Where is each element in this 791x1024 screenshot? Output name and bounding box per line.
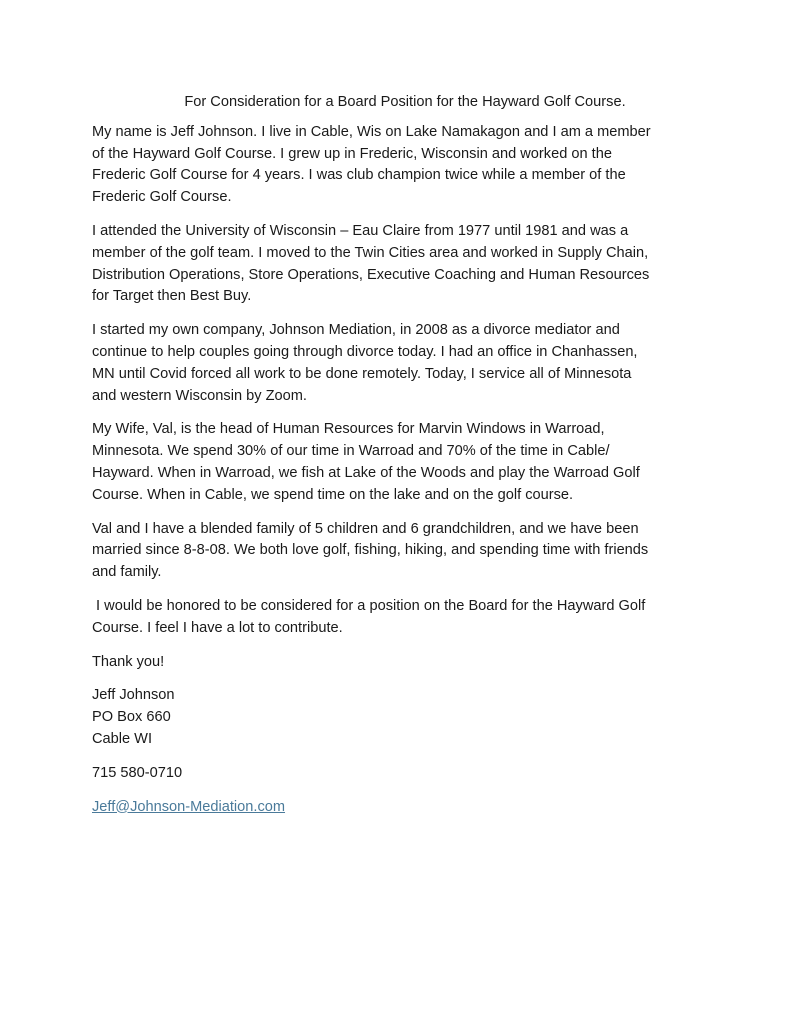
signature-address-line2: Cable WI bbox=[92, 730, 153, 747]
paragraph-line: MN until Covid forced all work to be done remotely. Today, I service all of Minnesota bbox=[92, 365, 632, 382]
paragraph-education-career bbox=[92, 221, 732, 308]
paragraph-line: I would be honored to be considered for a position on the Board for the Hayward Golf bbox=[92, 597, 646, 614]
paragraph-line: I attended the University of Wisconsin – Eau Claire from 1977 until 1981 and was a bbox=[92, 222, 629, 239]
paragraph-line: continue to help couples going through divorce today. I had an office in Chanhassen, bbox=[92, 343, 638, 360]
email-link[interactable]: Jeff@Johnson-Mediation.com bbox=[92, 798, 286, 815]
paragraph-line: married since 8-8-08. We both love golf, fishing, hiking, and spending time with friends bbox=[92, 542, 649, 559]
signature-address-line1: PO Box 660 bbox=[92, 709, 171, 726]
letter-page bbox=[92, 92, 732, 830]
paragraph-line: Hayward. When in Warroad, we fish at Lake of the Woods and play the Warroad Golf bbox=[92, 464, 640, 481]
paragraph-intro bbox=[92, 122, 732, 209]
paragraph-line: Course. When in Cable, we spend time on the lake and on the golf course. bbox=[92, 486, 574, 503]
paragraph-line: Distribution Operations, Store Operations, Executive Coaching and Human Resources bbox=[92, 266, 650, 283]
paragraph-thanks bbox=[92, 652, 732, 674]
paragraph-company bbox=[92, 320, 732, 407]
paragraph-line: and family. bbox=[92, 564, 162, 581]
paragraph-line: for Target then Best Buy. bbox=[92, 288, 252, 305]
phone-block bbox=[92, 763, 732, 785]
paragraph-line: Frederic Golf Course. bbox=[92, 189, 232, 206]
paragraph-line: member of the golf team. I moved to the Twin Cities area and worked in Supply Chain, bbox=[92, 244, 649, 261]
signature-name: Jeff Johnson bbox=[92, 687, 175, 704]
paragraph-line: I started my own company, Johnson Mediation, in 2008 as a divorce mediator and bbox=[92, 322, 620, 339]
paragraph-line: My name is Jeff Johnson. I live in Cable, Wis on Lake Namakagon and I am a member bbox=[92, 123, 651, 140]
paragraph-honored bbox=[92, 596, 732, 640]
paragraph-wife bbox=[92, 419, 732, 506]
phone-number: 715 580-0710 bbox=[92, 764, 183, 781]
paragraph-line: My Wife, Val, is the head of Human Resources for Marvin Windows in Warroad, bbox=[92, 421, 605, 438]
paragraph-line: of the Hayward Golf Course. I grew up in Frederic, Wisconsin and worked on the bbox=[92, 145, 612, 162]
paragraph-line: and western Wisconsin by Zoom. bbox=[92, 387, 307, 404]
thank-you-text: Thank you! bbox=[92, 653, 165, 670]
email-block bbox=[92, 797, 732, 819]
signature-block bbox=[92, 685, 732, 750]
letter-title: For Consideration for a Board Position for the Hayward Golf Course. bbox=[184, 94, 626, 110]
paragraph-line: Frederic Golf Course for 4 years. I was club champion twice while a member of the bbox=[92, 167, 626, 184]
paragraph-line: Course. I feel I have a lot to contribute. bbox=[92, 619, 343, 636]
paragraph-line: Val and I have a blended family of 5 children and 6 grandchildren, and we have been bbox=[92, 520, 639, 537]
paragraph-family bbox=[92, 519, 732, 584]
paragraph-line: Minnesota. We spend 30% of our time in Warroad and 70% of the time in Cable/ bbox=[92, 443, 610, 460]
